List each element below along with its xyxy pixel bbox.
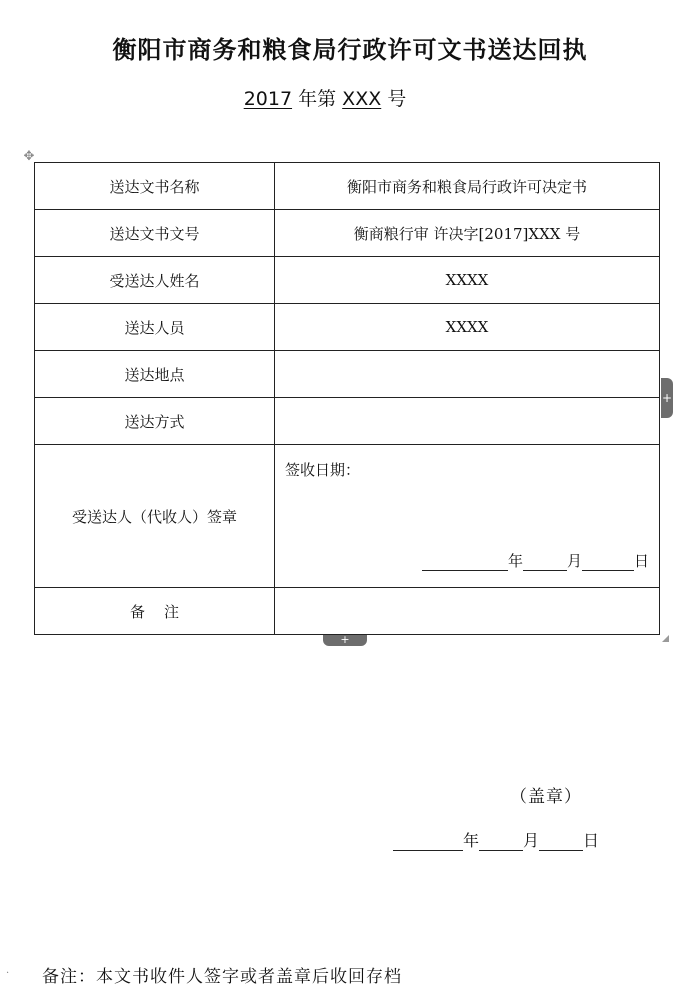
signature-label: 受送达人（代收人）签章 xyxy=(35,445,275,588)
remarks-row xyxy=(35,588,660,635)
row-value[interactable]: 衡商粮行审 许决字[2017]XXX 号 xyxy=(275,210,660,257)
row-label: 送达地点 xyxy=(35,351,275,398)
sign-date-prompt: 签收日期： xyxy=(285,461,361,479)
seal-date-line xyxy=(393,828,599,851)
di-char: 第 xyxy=(317,88,337,110)
signature-row xyxy=(35,445,660,588)
table-row xyxy=(35,398,660,445)
add-column-icon[interactable]: + xyxy=(661,378,673,418)
receipt-table xyxy=(34,162,660,635)
table-row xyxy=(35,257,660,304)
table-row xyxy=(35,351,660,398)
year-blank[interactable] xyxy=(393,834,463,851)
row-value[interactable] xyxy=(275,351,660,398)
row-value[interactable]: 衡阳市商务和粮食局行政许可决定书 xyxy=(275,163,660,210)
row-value[interactable] xyxy=(275,398,660,445)
month-char: 月 xyxy=(566,552,582,570)
day-char: 日 xyxy=(633,552,649,570)
month-char: 月 xyxy=(523,831,540,850)
year-value: 2017 xyxy=(243,88,293,110)
document-number-line xyxy=(0,84,650,111)
day-blank[interactable] xyxy=(582,554,634,571)
table-row xyxy=(35,210,660,257)
row-label: 送达文书名称 xyxy=(35,163,275,210)
row-label: 送达文书文号 xyxy=(35,210,275,257)
table-resize-icon[interactable] xyxy=(662,635,669,642)
day-blank[interactable] xyxy=(539,834,583,851)
year-char: 年 xyxy=(298,88,318,110)
day-char: 日 xyxy=(583,831,600,850)
row-value[interactable]: XXXX xyxy=(275,304,660,351)
add-row-icon[interactable]: + xyxy=(323,635,367,646)
sign-date-line xyxy=(422,550,649,571)
paragraph-mark: · xyxy=(6,968,10,979)
table-row xyxy=(35,163,660,210)
row-label: 送达方式 xyxy=(35,398,275,445)
table-move-icon[interactable]: ✥ xyxy=(23,149,35,164)
seal-label: （盖章） xyxy=(510,787,582,807)
footer-note: 备注：本文书收件人签字或者盖章后收回存档 xyxy=(42,967,402,987)
month-blank[interactable] xyxy=(479,834,523,851)
year-char: 年 xyxy=(507,552,523,570)
month-blank[interactable] xyxy=(523,554,567,571)
remarks-value[interactable] xyxy=(275,588,660,635)
document-title: 衡阳市商务和粮食局行政许可文书送达回执 xyxy=(112,36,588,64)
year-blank[interactable] xyxy=(422,554,508,571)
hao-char: 号 xyxy=(387,88,407,110)
row-value[interactable]: XXXX xyxy=(275,257,660,304)
row-label: 受送达人姓名 xyxy=(35,257,275,304)
year-char: 年 xyxy=(463,831,480,850)
signature-cell[interactable] xyxy=(275,445,660,588)
remarks-label: 备 注 xyxy=(35,588,275,635)
table-row xyxy=(35,304,660,351)
number-value: XXX xyxy=(342,88,382,110)
row-label: 送达人员 xyxy=(35,304,275,351)
